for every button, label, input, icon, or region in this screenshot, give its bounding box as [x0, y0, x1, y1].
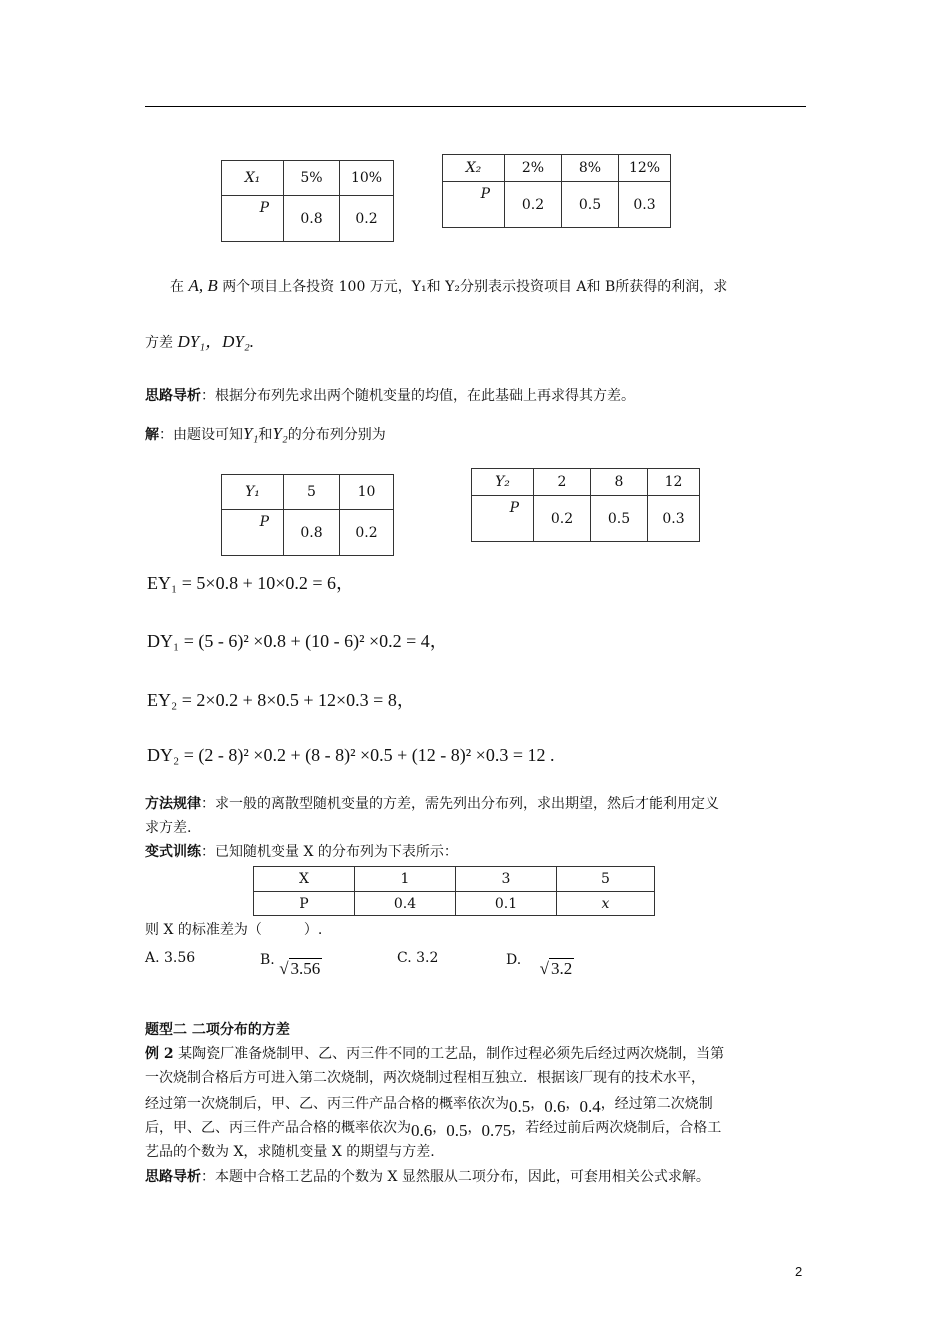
option-d: D. √ 3.2	[506, 952, 573, 978]
row-label: P	[509, 500, 519, 516]
option-d-value: 3.2	[550, 959, 573, 978]
table-cell: 5%	[284, 161, 340, 196]
table-cell: X₁	[222, 161, 284, 196]
table-cell: 0.8	[284, 510, 340, 556]
option-b-value: 3.56	[290, 959, 321, 978]
distribution-table-y1	[221, 474, 394, 556]
method-line-1: 方法规律：求一般的离散型随机变量的方差，需先列出分布列，求出期望，然后才能利用定义	[145, 796, 719, 812]
table-cell: Y₂	[472, 469, 534, 496]
example-line-1: 例 2 某陶瓷厂准备烧制甲、乙、丙三件不同的工艺品，制作过程必须先后经过两次烧制，当第	[145, 1046, 725, 1062]
distribution-table-variant	[253, 866, 655, 916]
table-cell: 1	[355, 867, 456, 892]
table-cell	[472, 496, 534, 542]
solution-intro: 解：由题设可知Y₁和Y₂的分布列分别为	[145, 424, 386, 443]
table-cell	[443, 182, 505, 228]
table-cell: 5	[284, 475, 340, 510]
equation-ey2: EY₂ = 2×0.2 + 8×0.5 + 12×0.3 = 8，	[147, 690, 415, 710]
section-title: 题型二 二项分布的方差	[145, 1022, 290, 1038]
example-line-2: 一次烧制合格后方可进入第二次烧制，两次烧制过程相互独立．根据该厂现有的技术水平，	[145, 1070, 705, 1086]
table-cell: 0.5	[562, 182, 619, 228]
option-b: B. √ 3.56	[260, 952, 321, 978]
option-c: C. 3.2	[397, 950, 439, 966]
example-line-4: 后，甲、乙、丙三件产品合格的概率依次为0.6，0.5，0.75，若经过前后两次烧制后，合格工	[145, 1120, 722, 1140]
row-label: P	[259, 200, 269, 216]
table-cell: 0.2	[534, 496, 591, 542]
table-cell: 8%	[562, 155, 619, 182]
table-cell: 10	[340, 475, 394, 510]
distribution-table-x2	[442, 154, 671, 228]
table-cell: 0.4	[355, 892, 456, 916]
problem-line-1: 在 A, B 两个项目上各投资 100 万元，Y₁和 Y₂分别表示投资项目 A和 B所获得的利润，求	[170, 276, 728, 295]
table-cell: 0.2	[340, 510, 394, 556]
table-cell: Y₁	[222, 475, 284, 510]
row-label: P	[259, 514, 269, 530]
table-cell: 2	[534, 469, 591, 496]
analysis-2: 思路导析：本题中合格工艺品的个数为 X 显然服从二项分布，因此，可套用相关公式求解。	[145, 1169, 710, 1185]
table-cell: 12%	[619, 155, 671, 182]
variant-question: 则 X 的标准差为（ ）.	[145, 922, 323, 938]
distribution-table-y2	[471, 468, 700, 542]
page-number: 2	[795, 1264, 803, 1279]
row-label: P	[480, 186, 490, 202]
example-line-3: 经过第一次烧制后，甲、乙、丙三件产品合格的概率依次为0.5，0.6，0.4，经过第二次烧制	[145, 1096, 713, 1116]
table-cell	[222, 510, 284, 556]
problem-line-2: 方差 DY₁，DY₂.	[145, 332, 254, 351]
table-cell	[222, 196, 284, 242]
example-line-5: 艺品的个数为 X，求随机变量 X 的期望与方差.	[145, 1144, 435, 1160]
table-cell: 0.1	[456, 892, 557, 916]
table-cell: 0.2	[505, 182, 562, 228]
equation-ey1: EY₁ = 5×0.8 + 10×0.2 = 6，	[147, 573, 355, 593]
distribution-table-x1	[221, 160, 394, 242]
table-cell: 0.8	[284, 196, 340, 242]
equation-dy1: DY₁ = (5 - 6)² ×0.8 + (10 - 6)² ×0.2 = 4，	[147, 631, 448, 651]
equation-dy2: DY₂ = (2 - 8)² ×0.2 + (8 - 8)² ×0.5 + (12 - 8)² ×0.3 = 12 .	[147, 745, 555, 765]
table-cell: 0.5	[591, 496, 648, 542]
table-cell: 5	[557, 867, 655, 892]
table-cell: 0.3	[648, 496, 700, 542]
table-cell: P	[254, 892, 355, 916]
variant-intro: 变式训练：已知随机变量 X 的分布列为下表所示：	[145, 844, 458, 860]
table-cell: 12	[648, 469, 700, 496]
method-line-2: 求方差.	[145, 820, 192, 836]
analysis-1: 思路导析：根据分布列先求出两个随机变量的均值，在此基础上再求得其方差。	[145, 388, 635, 404]
option-a: A. 3.56	[145, 950, 196, 966]
header-rule	[145, 106, 806, 107]
table-cell: 8	[591, 469, 648, 496]
table-cell: 0.2	[340, 196, 394, 242]
table-cell: x	[557, 892, 655, 916]
table-cell: 0.3	[619, 182, 671, 228]
table-cell: 3	[456, 867, 557, 892]
table-cell: X	[254, 867, 355, 892]
table-cell: 2%	[505, 155, 562, 182]
table-cell: X₂	[443, 155, 505, 182]
table-cell: 10%	[340, 161, 394, 196]
